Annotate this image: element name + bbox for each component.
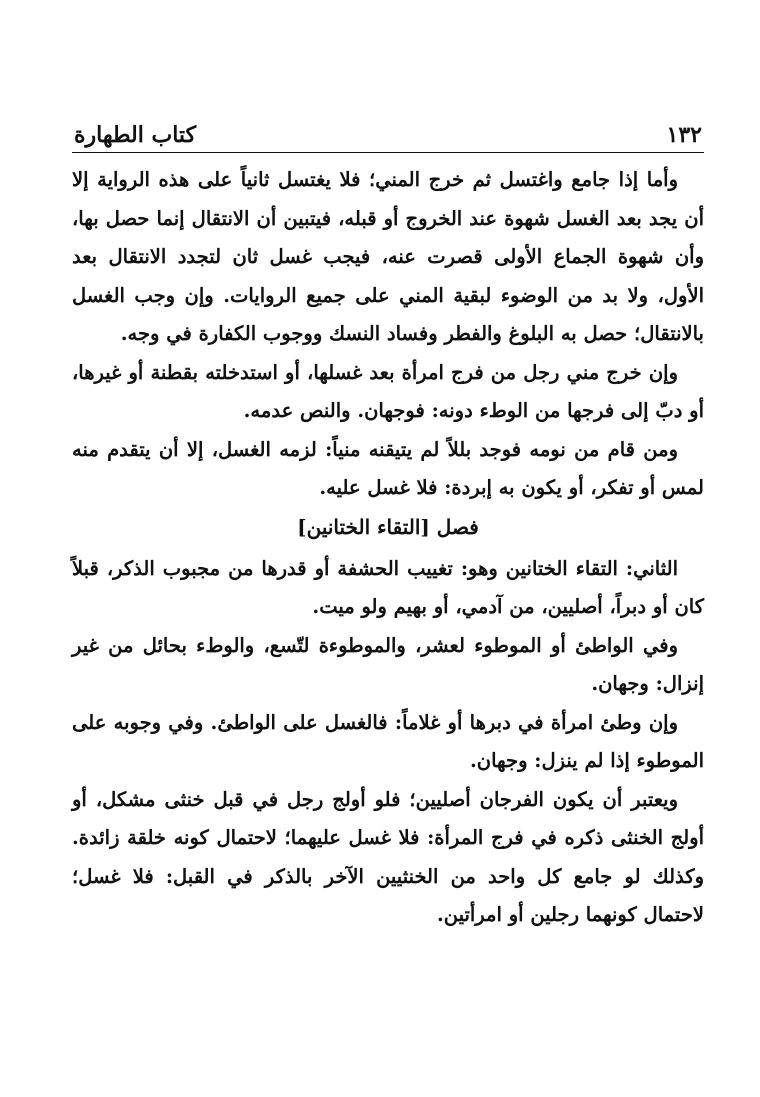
header-rule (72, 152, 704, 153)
running-header (72, 118, 704, 152)
book-page (72, 118, 704, 935)
paragraph: ومن قام من نومه فوجد بللاً لم يتيقنه منياً: لزمه الغسل، إلا أن يتقدم منه لمس أو تفكر، أو يكون به إبردة: فلا غسل عليه. (72, 437, 704, 499)
paragraph: وأما إذا جامع واغتسل ثم خرج المني؛ فلا يغتسل ثانياً على هذه الرواية إلا أن يجد بعد الغسل شهوة عند الخروج أو قبله، فيتبين أن الانتقال إنما حصل بها، وأن شهوة الجماع الأولى قصرت عنه، فيجب غسل ثان لتجدد الانتقال بعد الأول، ولا بد من الوضوء لبقية المني على جميع الروايات. وإن وجب الغسل بالانتقال؛ حصل به البلوغ والفطر وفساد النسك ووجوب الكفارة في وجه. (72, 168, 704, 345)
paragraph: وإن وطئ امرأة في دبرها أو غلاماً: فالغسل على الواطئ. وفي وجوبه على الموطوء إذا لم ينزل: وجهان. (72, 710, 704, 772)
paragraph: وإن خرج مني رجل من فرج امرأة بعد غسلها، أو استدخلته بقطنة أو غيرها، أو دبّ إلى فرجها من الوطء دونه: فوجهان. والنص عدمه. (72, 360, 704, 422)
paragraph: وفي الواطئ أو الموطوء لعشر، والموطوءة لتّسع، والوطء بحائل من غير إنزال: وجهان. (72, 633, 704, 695)
section-heading: فصل [التقاء الختانين] (297, 514, 479, 539)
book-title: كتاب الطهارة (74, 122, 197, 148)
paragraph: ويعتبر أن يكون الفرجان أصليين؛ فلو أولج رجل في قبل خنثى مشكل، أو أولج الخنثى ذكره في فرج المرأة: فلا غسل عليهما؛ لاحتمال كونه خلقة زائدة. وكذلك لو جامع كل واحد من الخنثيين الآخر بالذكر في القبل: فلا غسل؛ لاحتمال كونهما رجلين أو امرأتين. (72, 787, 704, 926)
page-number: ١٣٢ (666, 122, 702, 148)
paragraph: الثاني: التقاء الختانين وهو: تغييب الحشفة أو قدرها من مجبوب الذكر، قبلاً كان أو دبراً، أصليين، من آدمي، أو بهيم ولو ميت. (72, 556, 704, 618)
main-text (72, 161, 704, 935)
